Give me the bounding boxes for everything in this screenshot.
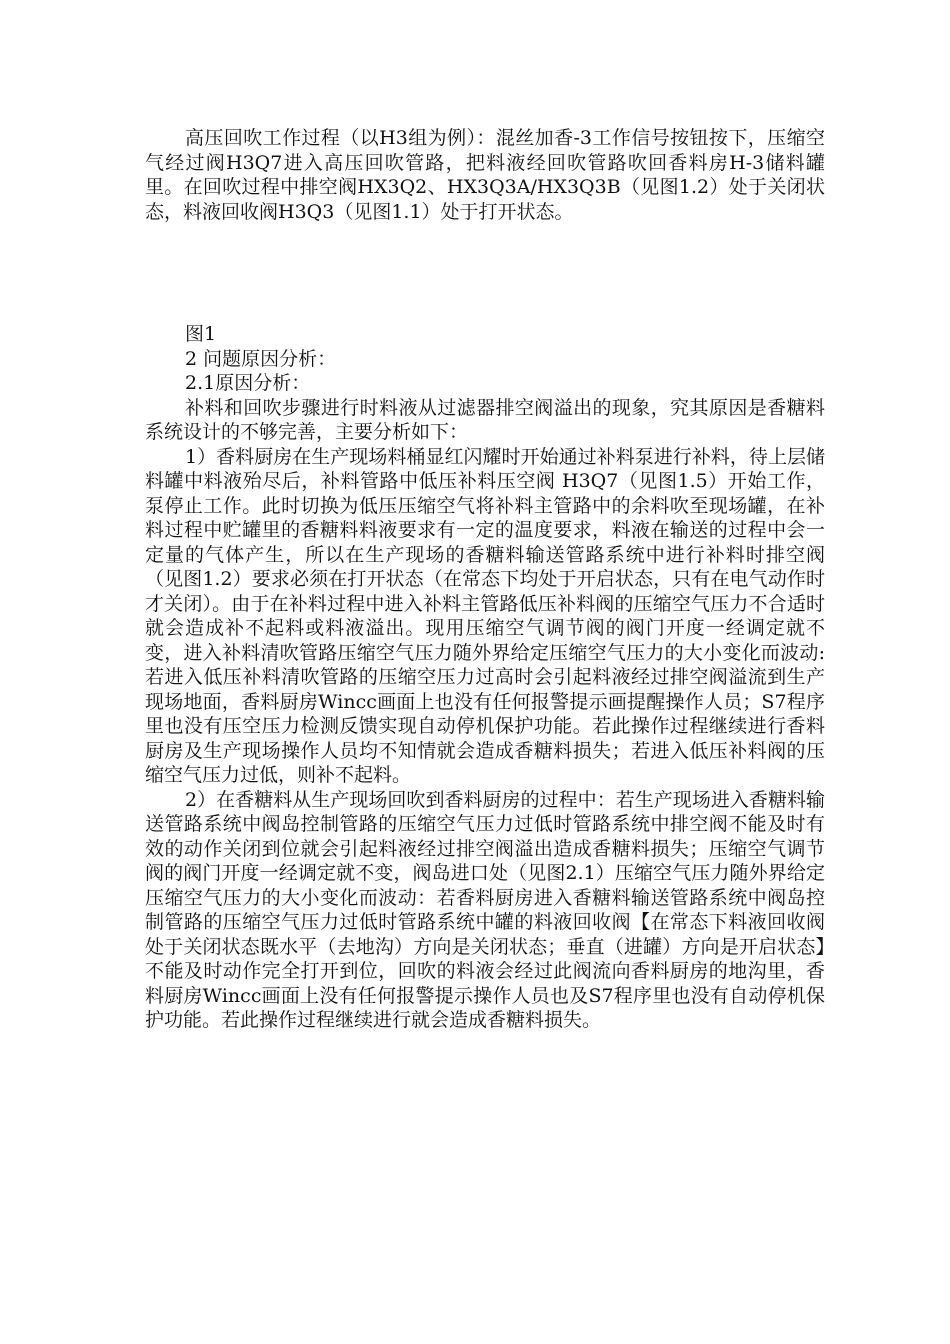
section-heading: 2 问题原因分析： bbox=[185, 347, 337, 370]
analysis-point-2: 2）在香糖料从生产现场回吹到香料厨房的过程中：若生产现场进入香糖料输送管路系统中阀岛控制管路的压缩空气压力过低时管路系统中排空阀不能及时有效的动作关闭到位就会引起料液经过排空阀溢出造成香糖料损失；压缩空气调节阀的阀门开度一经调定就不变，阀岛进口处（见图2.1）压缩空气压力随外界给定压缩空气压力的大小变化而波动：若香料厨房进入香糖料输送管路系统中阀岛控制管路的压缩空气压力过低时管路系统中罐的料液回收阀【在常态下料液回收阀处于关闭状态既水平（去地沟）方向是关闭状态；垂直（进罐）方向是开启状态】不能及时动作完全打开到位，回吹的料液会经过此阀流向香料厨房的地沟里，香料厨房Wincc画面上没有任何报警提示操作人员也及S7程序里也没有自动停机保护功能。若此操作过程继续进行就会造成香糖料损失。 bbox=[145, 788, 825, 1031]
intro-section bbox=[145, 126, 825, 224]
analysis-point-1: 1）香料厨房在生产现场料桶显红闪耀时开始通过补料泵进行补料，待上层储料罐中料液殆尽后，补料管路中低压补料压空阀 H3Q7（见图1.5）开始工作，泵停止工作。此时切换为低压压缩空气将补料主管路中的余料吹至现场罐，在补料过程中贮罐里的香糖料料液要求有一定的温度要求，料液在输送的过程中会一定量的气体产生，所以在生产现场的香糖料输送管路系统中进行补料时排空阀（见图1.2）要求必须在打开状态（在常态下均处于开启状态，只有在电气动作时才关闭）。由于在补料过程中进入补料主管路低压补料阀的压缩空气压力不合适时就会造成补不起料或料液溢出。现用压缩空气调节阀的阀门开度一经调定就不变，进入补料清吹管路压缩空气压力随外界给定压缩空气压力的大小变化而波动:若进入低压补料清吹管路的压缩空压力过高时会引起料液经过排空阀溢流到生产现场地面，香料厨房Wincc画面上也没有任何报警提示画提醒操作人员；S7程序里也没有压空压力检测反馈实现自动停机保护功能。若此操作过程继续进行香料厨房及生产现场操作人员均不知情就会造成香糖料损失；若进入低压补料阀的压缩空气压力过低，则补不起料。 bbox=[145, 445, 825, 786]
intro-paragraph: 高压回吹工作过程（以H3组为例）：混丝加香-3工作信号按钮按下，压缩空气经过阀H3Q7进入高压回吹管路，把料液经回吹管路吹回香料房H-3储料罐里。在回吹过程中排空阀HX3Q2、HX3Q3A/HX3Q3B（见图1.2）处于关闭状态，料液回收阀H3Q3（见图1.1）处于打开状态。 bbox=[145, 127, 825, 223]
figure-caption: 图1 bbox=[185, 323, 217, 345]
subsection-heading: 2.1原因分析： bbox=[185, 372, 311, 394]
summary-paragraph: 补料和回吹步骤进行时料液从过滤器排空阀溢出的现象，究其原因是香糖料系统设计的不够完善，主要分析如下： bbox=[145, 396, 825, 443]
analysis-section bbox=[145, 322, 825, 1033]
